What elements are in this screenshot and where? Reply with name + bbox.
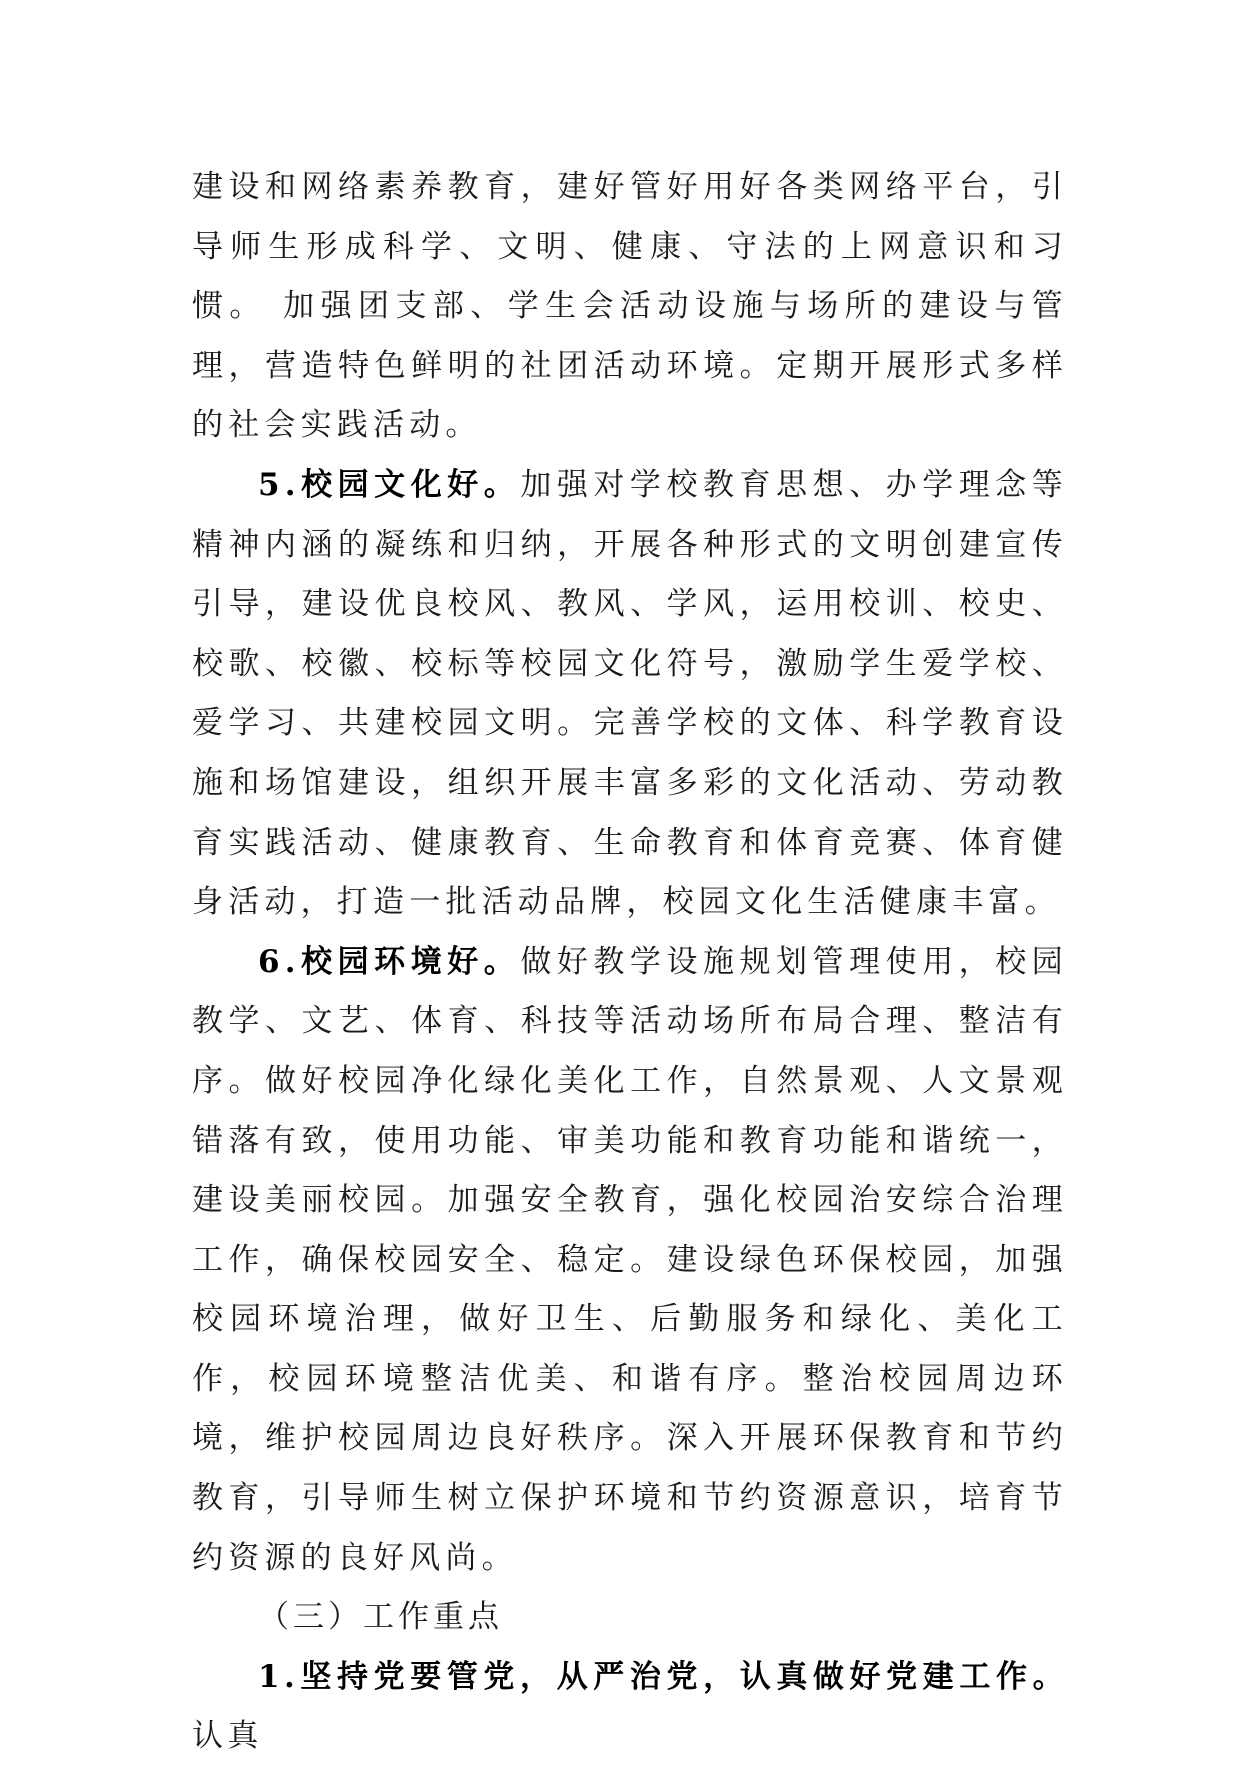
paragraph-text: 建设和网络素养教育，建好管好用好各类网络平台，引导师生形成科学、文明、健康、守法的上网意识和习惯。 加强团支部、学生会活动设施与场所的建设与管理，营造特色鲜明的社团活动环境。定期开展形式多样的社会实践活动。 (192, 169, 1068, 444)
paragraph-party-building (192, 1648, 1068, 1767)
paragraph-campus-culture (192, 456, 1068, 933)
paragraph-lead: 1.坚持党要管党，从严治党，认真做好党建工作。 (258, 1658, 1068, 1695)
paragraph-text: 认真 (192, 1718, 263, 1755)
paragraph-text: 加强对学校教育思想、办学理念等精神内涵的凝练和归纳，开展各种形式的文明创建宣传引导，建设优良校风、教风、学风，运用校训、校史、校歌、校徽、校标等校园文化符号，激励学生爱学校、爱学习、共建校园文明。完善学校的文体、科学教育设施和场馆建设，组织开展丰富多彩的文化活动、劳动教育实践活动、健康教育、生命教育和体育竞赛、体育健身活动，打造一批活动品牌，校园文化生活健康丰富。 (192, 466, 1068, 921)
paragraph-network-literacy (192, 158, 1068, 456)
paragraph-campus-environment (192, 933, 1068, 1589)
paragraph-lead: 5.校园文化好。 (258, 466, 521, 503)
paragraph-lead: 6.校园环境好。 (258, 943, 521, 980)
section-heading: （三）工作重点 (258, 1599, 503, 1636)
document-body (192, 158, 1068, 1767)
paragraph-text: 做好教学设施规划管理使用，校园教学、文艺、体育、科技等活动场所布局合理、整洁有序。做好校园净化绿化美化工作，自然景观、人文景观错落有致，使用功能、审美功能和教育功能和谐统一，建设美丽校园。加强安全教育，强化校园治安综合治理工作，确保校园安全、稳定。建设绿色环保校园，加强校园环境治理，做好卫生、后勤服务和绿化、美化工作，校园环境整洁优美、和谐有序。整治校园周边环境，维护校园周边良好秩序。深入开展环保教育和节约教育，引导师生树立保护环境和节约资源意识，培育节约资源的良好风尚。 (192, 943, 1068, 1576)
